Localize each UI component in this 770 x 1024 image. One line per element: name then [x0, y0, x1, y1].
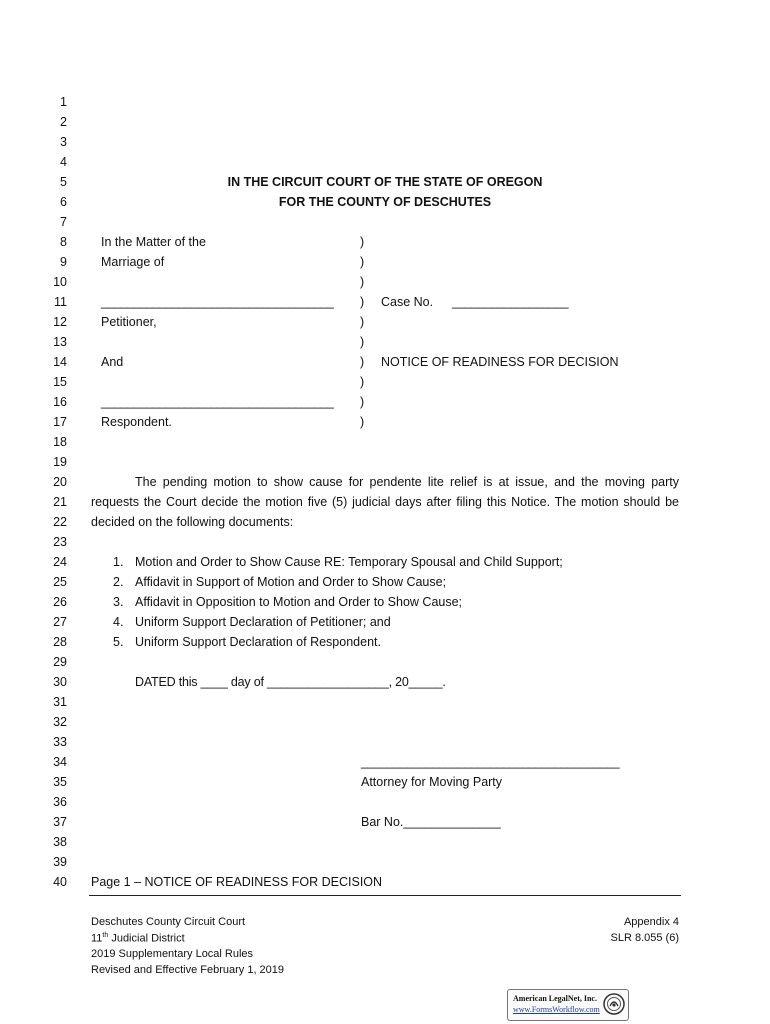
- case-no-blank: __________________: [452, 295, 569, 309]
- seal-icon: [603, 993, 625, 1015]
- line-number: 34: [53, 755, 67, 769]
- line-number: 31: [53, 695, 67, 709]
- line-number: 24: [53, 555, 67, 569]
- line-number: 17: [53, 415, 67, 429]
- document-title: NOTICE OF READINESS FOR DECISION: [381, 355, 619, 369]
- matter-line2: Marriage of: [101, 255, 165, 269]
- caption-paren: ): [360, 275, 365, 289]
- line-number: 5: [60, 175, 67, 189]
- line-number: 29: [53, 655, 67, 669]
- list-item: Uniform Support Declaration of Petitioner; and: [135, 615, 391, 629]
- caption-paren: ): [360, 295, 365, 309]
- footer-divider: [89, 895, 681, 896]
- list-item-number: 1.: [113, 555, 124, 569]
- petitioner-name-blank: ____________________________________: [101, 295, 334, 309]
- dated-line: DATED this ____ day of __________________, 20_____.: [135, 675, 446, 689]
- body-paragraph-line2: requests the Court decide the motion five (5) judicial days after filing this Notice. The motion should be: [91, 495, 679, 509]
- line-number: 8: [60, 235, 67, 249]
- list-item-number: 3.: [113, 595, 124, 609]
- petitioner-label: Petitioner,: [101, 315, 157, 329]
- line-number: 14: [53, 355, 67, 369]
- matter-line1: In the Matter of the: [101, 235, 206, 249]
- court-title-line1: IN THE CIRCUIT COURT OF THE STATE OF OREGON: [227, 175, 543, 189]
- line-number: 3: [60, 135, 67, 149]
- respondent-label: Respondent.: [101, 415, 172, 429]
- footer-appendix: Appendix 4: [623, 916, 679, 928]
- body-paragraph-line3: decided on the following documents:: [91, 515, 294, 529]
- list-item: Affidavit in Opposition to Motion and Order to Show Cause;: [135, 595, 463, 609]
- line-number: 7: [60, 215, 67, 229]
- line-number: 21: [53, 495, 67, 509]
- case-no-label: Case No.: [381, 295, 434, 309]
- line-number: 30: [53, 675, 67, 689]
- caption-paren: ): [360, 315, 365, 329]
- line-number: 1: [60, 95, 67, 109]
- line-number: 28: [53, 635, 67, 649]
- attorney-label: Attorney for Moving Party: [361, 775, 503, 789]
- line-number: 9: [60, 255, 67, 269]
- line-number: 22: [53, 515, 67, 529]
- line-number: 38: [53, 835, 67, 849]
- line-number: 37: [53, 815, 67, 829]
- list-item-number: 5.: [113, 635, 124, 649]
- caption-paren: ): [360, 235, 365, 249]
- line-number: 26: [53, 595, 67, 609]
- district-suffix: th: [102, 932, 109, 939]
- line-number: 12: [53, 315, 67, 329]
- caption-paren: ): [360, 255, 365, 269]
- respondent-name-blank: ____________________________________: [101, 395, 334, 409]
- caption-paren: ): [360, 375, 365, 389]
- logo-company: American LegalNet, Inc.: [513, 994, 597, 1003]
- signature-blank: ________________________________________: [361, 755, 620, 769]
- line-number: 23: [53, 535, 67, 549]
- logo-website-link[interactable]: www.FormsWorkflow.com: [513, 1005, 600, 1014]
- list-item-number: 2.: [113, 575, 124, 589]
- line-number: 10: [53, 275, 67, 289]
- caption-paren: ): [360, 355, 365, 369]
- line-number: 25: [53, 575, 67, 589]
- list-item: Uniform Support Declaration of Respondent.: [135, 635, 381, 649]
- caption-paren: ): [360, 415, 365, 429]
- district-text: Judicial District: [108, 932, 185, 945]
- line-number: 27: [53, 615, 67, 629]
- footer-rules: 2019 Supplementary Local Rules: [91, 948, 254, 960]
- line-number: 18: [53, 435, 67, 449]
- bar-number: Bar No.______________: [361, 815, 501, 829]
- page-label: Page 1 – NOTICE OF READINESS FOR DECISION: [91, 875, 383, 889]
- line-number: 33: [53, 735, 67, 749]
- line-number: 19: [53, 455, 67, 469]
- line-number: 36: [53, 795, 67, 809]
- line-number: 2: [60, 115, 67, 129]
- line-number: 13: [53, 335, 67, 349]
- line-number: 6: [60, 195, 67, 209]
- district-number: 11: [91, 932, 103, 945]
- line-number: 40: [53, 875, 67, 889]
- line-number: 16: [53, 395, 67, 409]
- caption-paren: ): [360, 335, 365, 349]
- and-label: And: [101, 355, 124, 369]
- american-legalnet-logo: [507, 989, 629, 1021]
- line-number: 4: [60, 155, 67, 169]
- line-number: 32: [53, 715, 67, 729]
- line-number: 35: [53, 775, 67, 789]
- court-title-line2: FOR THE COUNTY OF DESCHUTES: [278, 195, 492, 209]
- footer-slr: SLR 8.055 (6): [610, 932, 679, 944]
- body-paragraph-line1: The pending motion to show cause for pendente lite relief is at issue, and the moving party: [135, 475, 679, 489]
- footer-district: [91, 932, 185, 945]
- line-number: 15: [53, 375, 67, 389]
- footer-revised: Revised and Effective February 1, 2019: [91, 964, 285, 976]
- footer-court-name: Deschutes County Circuit Court: [91, 916, 246, 928]
- line-number: 39: [53, 855, 67, 869]
- list-item-number: 4.: [113, 615, 124, 629]
- line-number: 11: [54, 295, 67, 309]
- caption-paren: ): [360, 395, 365, 409]
- list-item: Motion and Order to Show Cause RE: Temporary Spousal and Child Support;: [135, 555, 563, 569]
- line-number: 20: [53, 475, 67, 489]
- list-item: Affidavit in Support of Motion and Order to Show Cause;: [135, 575, 447, 589]
